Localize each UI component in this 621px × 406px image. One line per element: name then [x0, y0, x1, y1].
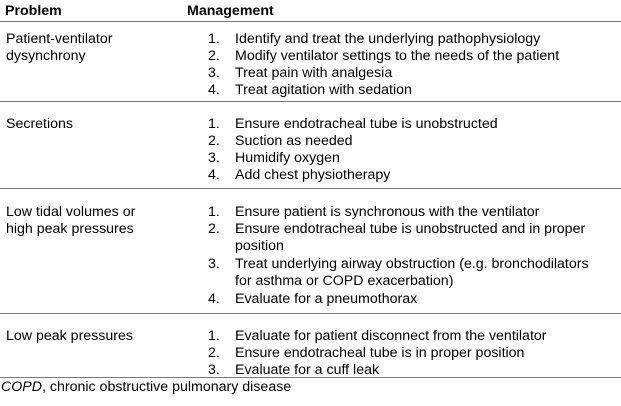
item-text: Modify ventilator settings to the needs of the patient	[235, 48, 560, 64]
list-item	[208, 221, 616, 255]
item-number: 2.	[208, 221, 220, 237]
list-item	[208, 204, 616, 221]
management-list	[208, 31, 616, 99]
item-text: Ensure endotracheal tube is in proper position	[235, 345, 525, 361]
item-text: Add chest physiotherapy	[235, 167, 391, 183]
item-number: 4.	[208, 291, 220, 307]
item-text: Suction as needed	[235, 133, 353, 149]
item-text-line: for asthma or COPD exacerbation)	[235, 273, 454, 289]
problem-cell	[6, 116, 176, 133]
problem-line: Patient-ventilator	[6, 31, 113, 47]
item-text: Ensure endotracheal tube is unobstructed	[235, 116, 498, 132]
list-item	[208, 362, 616, 379]
footnote-definition: , chronic obstructive pulmonary disease	[42, 379, 292, 395]
item-text: Evaluate for a pneumothorax	[235, 291, 418, 307]
item-number: 2.	[208, 48, 220, 64]
problem-cell	[6, 31, 176, 65]
item-text: Humidify oxygen	[235, 150, 340, 166]
table-row	[0, 189, 621, 314]
item-number: 3.	[208, 65, 220, 81]
header-problem: Problem	[5, 3, 62, 19]
item-number: 1.	[208, 116, 220, 132]
item-number: 2.	[208, 345, 220, 361]
management-list	[208, 328, 616, 379]
problem-line: Low tidal volumes or	[6, 204, 136, 220]
item-number: 3.	[208, 256, 220, 272]
list-item	[208, 328, 616, 345]
list-item	[208, 116, 616, 133]
list-item	[208, 65, 616, 82]
list-item	[208, 150, 616, 167]
item-number: 1.	[208, 31, 220, 47]
table-row	[0, 314, 621, 378]
item-number: 1.	[208, 328, 220, 344]
management-list	[208, 204, 616, 308]
item-number: 3.	[208, 362, 220, 378]
list-item	[208, 256, 616, 290]
list-item	[208, 82, 616, 99]
list-item	[208, 345, 616, 362]
item-number: 3.	[208, 150, 220, 166]
item-text-line: position	[235, 238, 284, 254]
footnote-abbreviation: COPD	[1, 379, 42, 395]
problem-line: Low peak pressures	[6, 328, 133, 344]
item-text-line: Treat underlying airway obstruction (e.g. bronchodilators	[235, 256, 589, 272]
problem-cell	[6, 204, 176, 238]
list-item	[208, 291, 616, 308]
list-item	[208, 31, 616, 48]
item-text: Treat pain with analgesia	[235, 65, 393, 81]
item-number: 1.	[208, 204, 220, 220]
problem-line: Secretions	[6, 116, 74, 132]
item-text: Identify and treat the underlying pathophysiology	[235, 31, 541, 47]
management-list	[208, 116, 616, 184]
problem-cell	[6, 328, 176, 345]
item-text-line: Ensure endotracheal tube is unobstructed and in proper	[235, 221, 586, 237]
item-text: Evaluate for patient disconnect from the ventilator	[235, 328, 547, 344]
table-row	[0, 102, 621, 189]
list-item	[208, 167, 616, 184]
item-number: 4.	[208, 82, 220, 98]
item-text: Evaluate for a cuff leak	[235, 362, 380, 378]
item-text: Ensure patient is synchronous with the ventilator	[235, 204, 540, 220]
problem-line: dysynchrony	[6, 48, 86, 64]
table-header	[0, 0, 621, 22]
list-item	[208, 48, 616, 65]
problem-line: high peak pressures	[6, 221, 134, 237]
table-row	[0, 22, 621, 102]
header-management: Management	[187, 3, 274, 19]
table-footnote	[0, 379, 621, 396]
item-text: Treat agitation with sedation	[235, 82, 412, 98]
list-item	[208, 133, 616, 150]
item-number: 2.	[208, 133, 220, 149]
item-number: 4.	[208, 167, 220, 183]
